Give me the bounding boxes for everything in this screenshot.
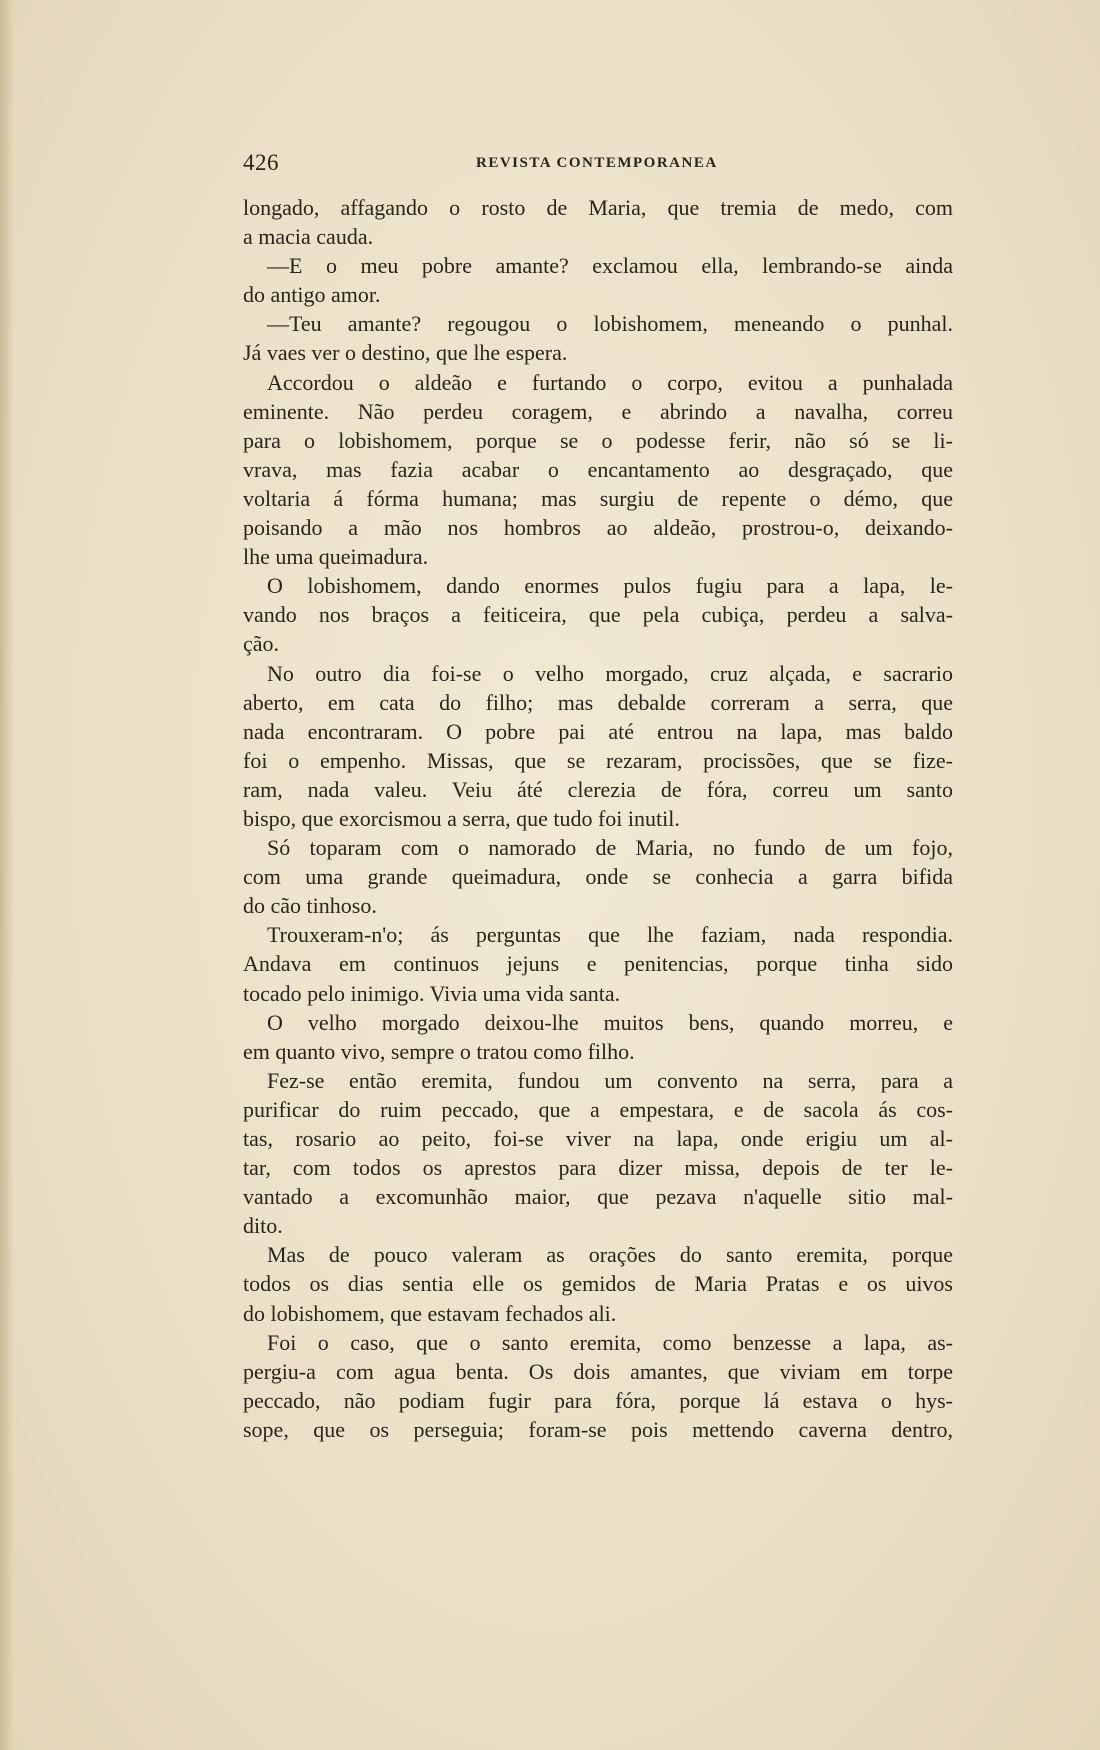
text-line: do antigo amor. (243, 282, 381, 308)
text-line: todos os dias sentia elle os gemidos de Maria Pratas e os uivos (243, 1271, 953, 1297)
text-line: nada encontraram. O pobre pai até entrou na lapa, mas baldo (243, 718, 953, 744)
text-line: do lobishomem, que estavam fechados ali. (243, 1300, 617, 1326)
running-title: REVISTA CONTEMPORANEA (476, 155, 718, 171)
text-line: tas, rosario ao peito, foi-se viver na lapa, onde erigiu um al- (243, 1126, 953, 1151)
text-line: O velho morgado deixou-lhe muitos bens, quando morreu, e (267, 1009, 953, 1035)
text-line: em quanto vivo, sempre o tratou como filho. (243, 1038, 635, 1064)
text-line: Accordou o aldeão e furtando o corpo, evitou a punhalada (267, 369, 953, 395)
text-line: voltaria á fórma humana; mas surgiu de repente o démo, que (243, 485, 953, 511)
text-line: Mas de pouco valeram as orações do santo eremita, porque (267, 1242, 953, 1268)
text-line: pergiu-a com agua benta. Os dois amantes, que viviam em torpe (243, 1358, 953, 1384)
page-number: 426 (243, 150, 279, 175)
page-header (243, 150, 953, 180)
text-line: Só toparam com o namorado de Maria, no fundo de um fojo, (267, 835, 953, 861)
text-line: dito. (243, 1213, 283, 1239)
text-line: vantado a excomunhão maior, que pezava n'aquelle sitio mal- (243, 1184, 953, 1210)
text-line: do cão tinhoso. (243, 893, 377, 919)
text-line: tocado pelo inimigo. Vivia uma vida santa. (243, 980, 621, 1006)
text-line: vrava, mas fazia acabar o encantamento ao desgraçado, que (243, 456, 953, 482)
page-edge-shadow (0, 0, 14, 1750)
text-line: —E o meu pobre amante? exclamou ella, lembrando-se ainda (267, 253, 953, 279)
text-line: sope, que os perseguia; foram-se pois mettendo caverna dentro, (243, 1416, 953, 1442)
text-line: aberto, em cata do filho; mas debalde correram a serra, que (243, 689, 953, 715)
text-line: com uma grande queimadura, onde se conhecia a garra bifida (243, 864, 953, 890)
text-line: ram, nada valeu. Veiu áté clerezia de fóra, correu um santo (243, 776, 953, 802)
body-text (243, 193, 953, 1444)
text-line: longado, affagando o rosto de Maria, que tremia de medo, com (243, 195, 953, 220)
text-line: poisando a mão nos hombros ao aldeão, prostrou-o, deixando- (243, 515, 953, 541)
text-line: lhe uma queimadura. (243, 544, 429, 570)
text-line: Andava em continuos jejuns e penitencias, porque tinha sido (243, 951, 953, 977)
text-line: Trouxeram-n'o; ás perguntas que lhe faziam, nada respondia. (267, 922, 953, 948)
text-line: peccado, não podiam fugir para fóra, porque lá estava o hys- (243, 1387, 953, 1413)
text-line: purificar do ruim peccado, que a empestara, e de sacola ás cos- (243, 1096, 953, 1122)
text-line: bispo, que exorcismou a serra, que tudo foi inutil. (243, 805, 680, 831)
text-line: Fez-se então eremita, fundou um convento na serra, para a (267, 1067, 953, 1093)
text-line: —Teu amante? regougou o lobishomem, meneando o punhal. (267, 311, 953, 337)
text-line: Foi o caso, que o santo eremita, como benzesse a lapa, as- (267, 1329, 953, 1355)
text-line: No outro dia foi-se o velho morgado, cruz alçada, e sacrario (267, 660, 953, 686)
text-line: O lobishomem, dando enormes pulos fugiu para a lapa, le- (267, 573, 953, 599)
text-line: foi o empenho. Missas, que se rezaram, procissões, que se fize- (243, 747, 953, 773)
text-line: a macia cauda. (243, 224, 374, 250)
text-line: tar, com todos os aprestos para dizer missa, depois de ter le- (243, 1155, 953, 1181)
text-line: Já vaes ver o destino, que lhe espera. (243, 340, 568, 366)
text-line: ção. (243, 631, 280, 657)
text-line: vando nos braços a feiticeira, que pela cubiça, perdeu a salva- (243, 602, 953, 628)
text-line: para o lobishomem, porque se o podesse ferir, não só se li- (243, 427, 953, 453)
text-line: eminente. Não perdeu coragem, e abrindo a navalha, correu (243, 398, 953, 424)
